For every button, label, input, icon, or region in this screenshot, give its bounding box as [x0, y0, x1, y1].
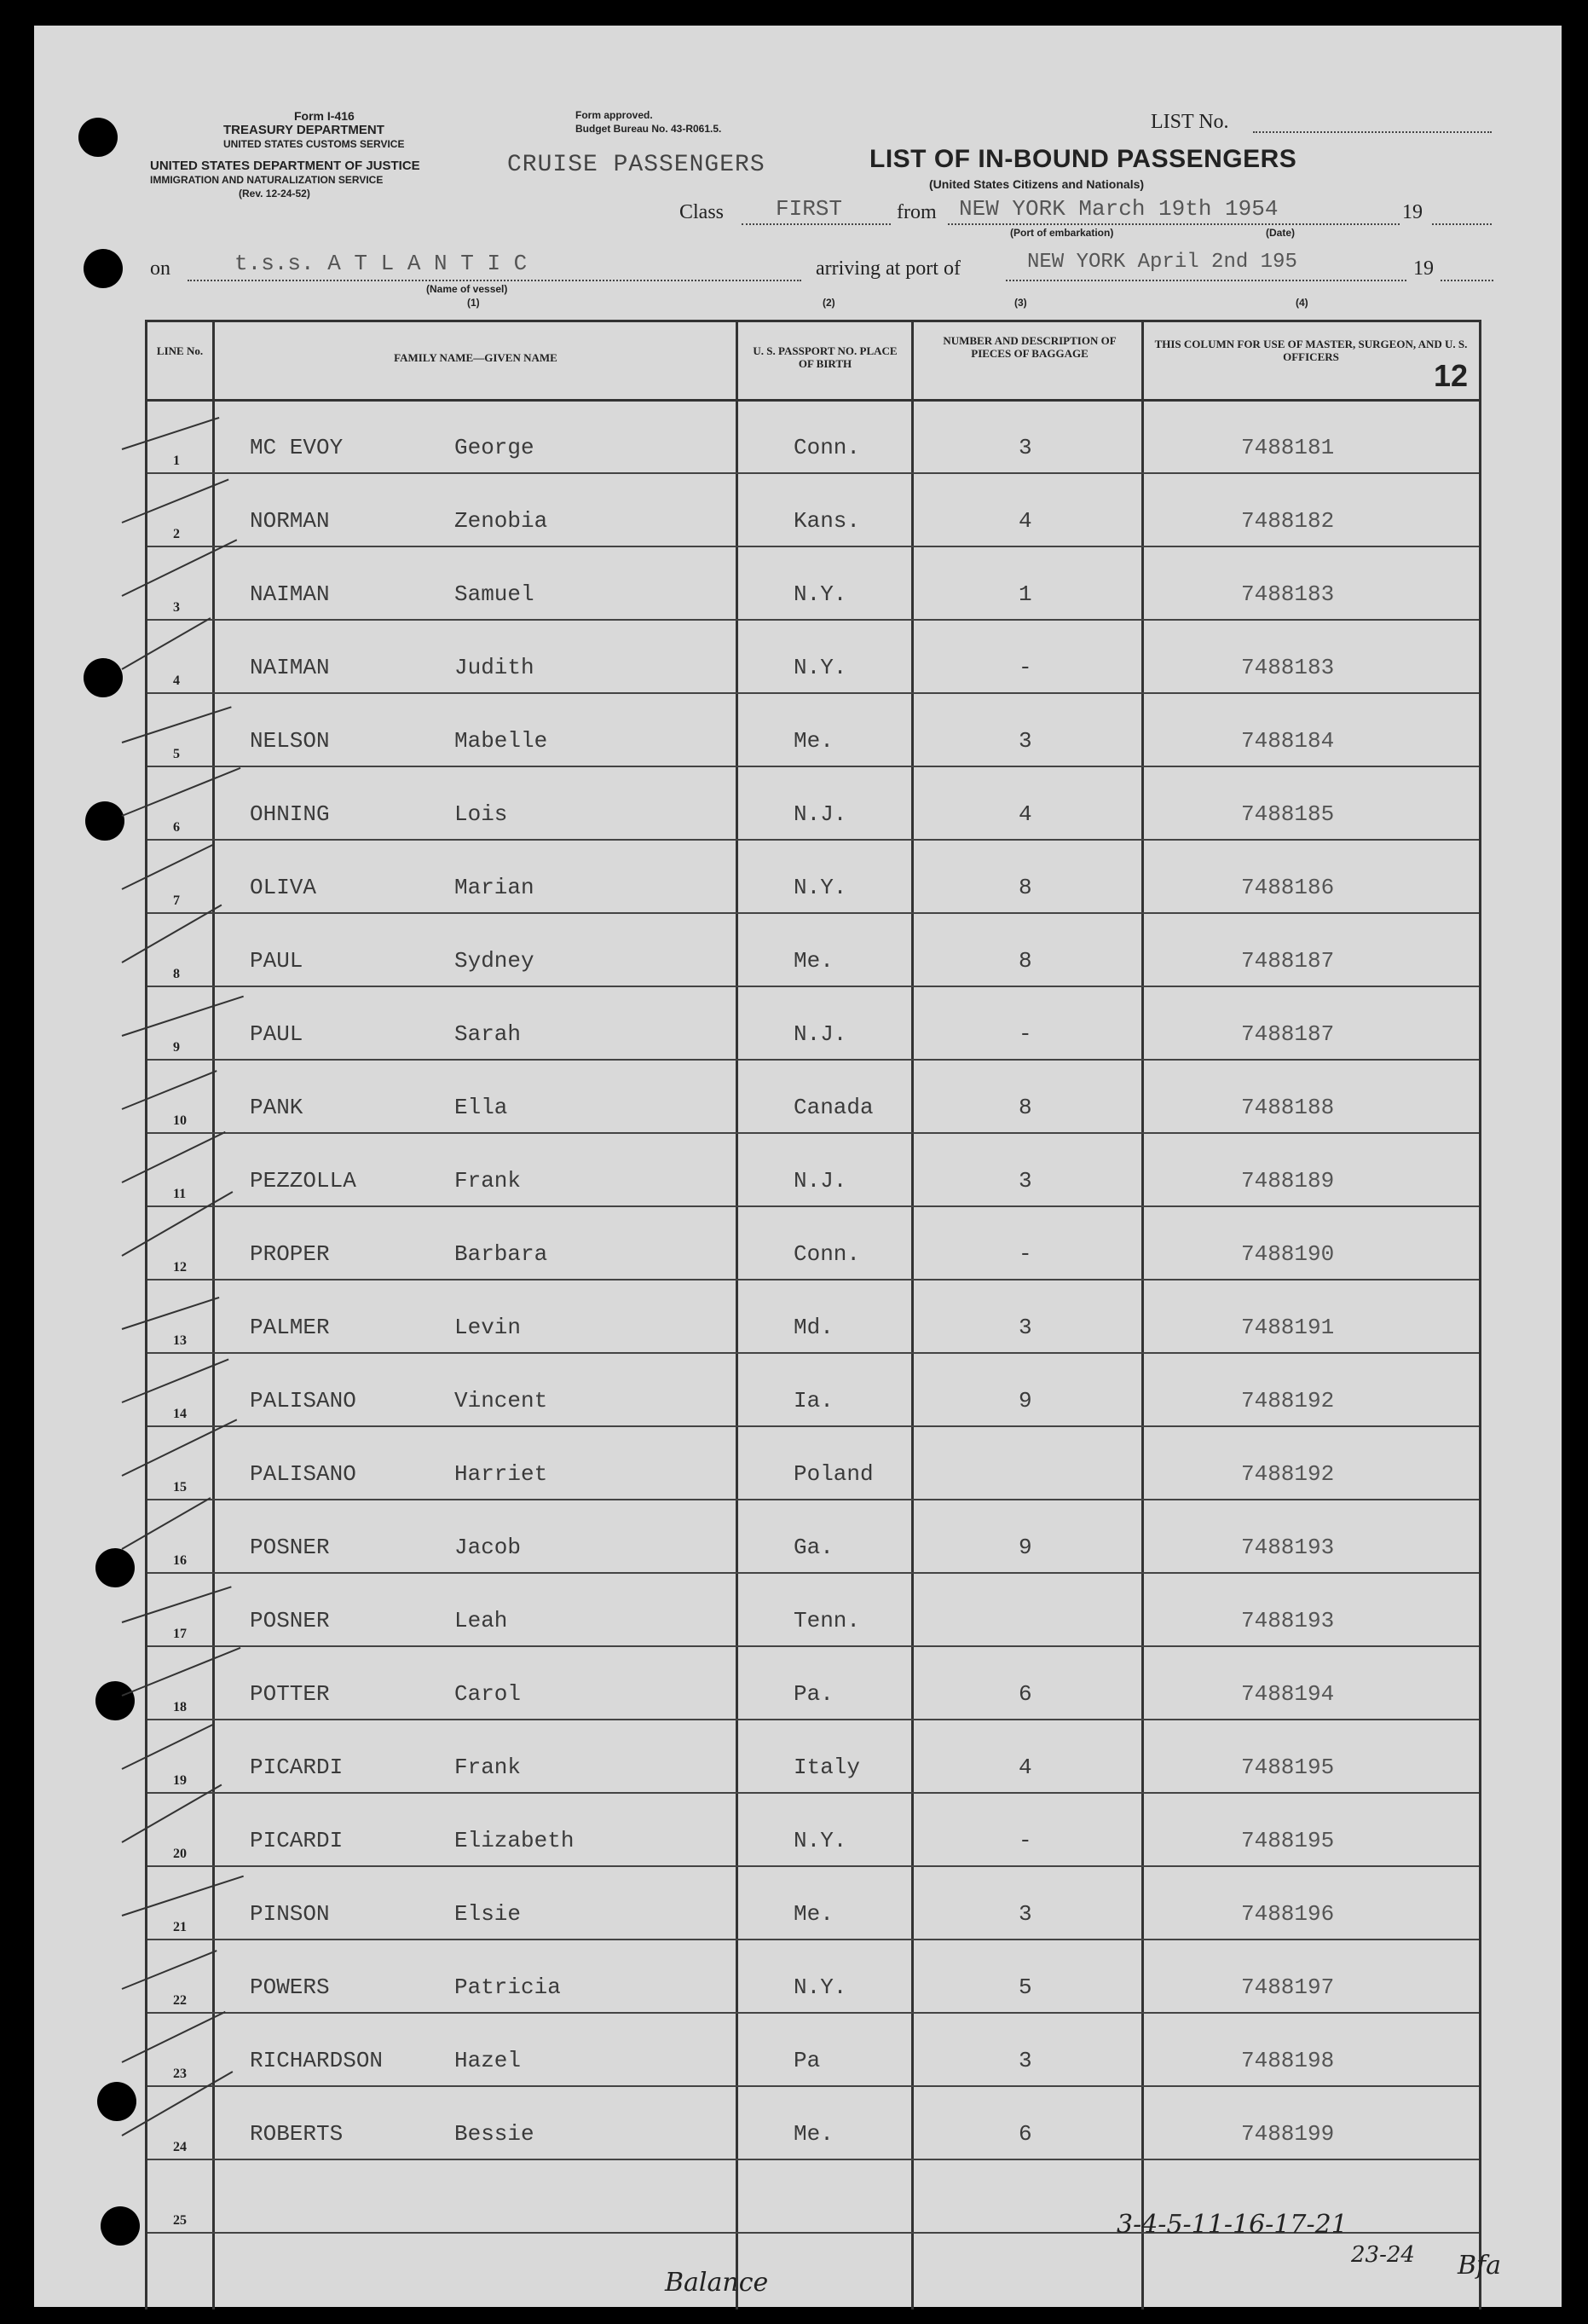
table-row	[147, 1205, 1479, 1281]
family-name: ROBERTS	[250, 2121, 344, 2147]
family-name: NORMAN	[250, 508, 330, 534]
given-name: Sarah	[454, 1021, 522, 1047]
from-label: from	[897, 201, 937, 223]
table-row	[147, 546, 1479, 621]
officer-number: 7488185	[1241, 801, 1335, 827]
line-number: 21	[173, 1920, 187, 1934]
check-mark	[122, 617, 211, 670]
form-title: LIST OF IN-BOUND PASSENGERS	[869, 145, 1297, 173]
family-name: NELSON	[250, 728, 330, 754]
customs-label: UNITED STATES CUSTOMS SERVICE	[223, 138, 405, 150]
officer-number: 7488195	[1241, 1755, 1335, 1780]
check-mark	[122, 767, 241, 817]
table-row	[147, 472, 1479, 547]
given-name: Patricia	[454, 1974, 561, 2000]
year-line-2	[1441, 280, 1493, 281]
table-row	[147, 1792, 1479, 1867]
check-mark	[122, 1070, 217, 1110]
officer-number: 7488182	[1241, 508, 1335, 534]
table-row	[147, 1425, 1479, 1500]
place-of-birth: Kans.	[794, 508, 861, 534]
cruise-stamp: CRUISE PASSENGERS	[507, 152, 765, 178]
family-name: PALISANO	[250, 1388, 356, 1413]
table-row	[147, 619, 1479, 694]
given-name: Ella	[454, 1095, 508, 1120]
punch-hole	[85, 801, 124, 841]
year-line	[1432, 223, 1492, 225]
budget-label: Budget Bureau No. 43-R061.5.	[575, 123, 722, 135]
given-name: Jacob	[454, 1535, 522, 1560]
line-number: 23	[173, 2067, 187, 2081]
handwritten-signature: Balance	[665, 2268, 769, 2298]
table-row	[147, 692, 1479, 767]
check-mark	[122, 539, 238, 597]
table-row	[147, 1499, 1479, 1574]
place-of-birth: N.Y.	[794, 581, 847, 607]
check-mark	[122, 1876, 244, 1916]
check-mark	[122, 1586, 232, 1623]
col-header-baggage: NUMBER AND DESCRIPTION OF PIECES OF BAGGAGE	[943, 334, 1117, 360]
baggage-count: 4	[1019, 508, 1032, 534]
vessel-value: t.s.s. A T L A N T I C	[234, 251, 528, 276]
check-mark	[122, 843, 215, 889]
family-name: OLIVA	[250, 875, 317, 900]
officer-number: 7488186	[1241, 875, 1335, 900]
family-name: POSNER	[250, 1535, 330, 1560]
officer-number: 7488187	[1241, 948, 1335, 974]
check-mark	[122, 1723, 215, 1769]
check-mark	[122, 1784, 222, 1843]
baggage-count: 9	[1019, 1388, 1032, 1413]
check-mark	[122, 996, 244, 1037]
table-row	[147, 1645, 1479, 1720]
class-line	[742, 223, 891, 225]
officer-number: 7488190	[1241, 1241, 1335, 1267]
officer-number: 7488193	[1241, 1535, 1335, 1560]
table-row	[147, 766, 1479, 841]
given-name: Harriet	[454, 1461, 548, 1487]
line-number: 18	[173, 1700, 187, 1714]
handwritten-tally-2: 23-24	[1351, 2242, 1415, 2268]
given-name: Lois	[454, 801, 508, 827]
officer-number: 7488183	[1241, 655, 1335, 680]
given-name: Judith	[454, 655, 534, 680]
given-name: Frank	[454, 1755, 522, 1780]
baggage-count: 8	[1019, 875, 1032, 900]
place-of-birth: Md.	[794, 1315, 834, 1340]
baggage-count: 5	[1019, 1974, 1032, 2000]
line-number: 7	[173, 893, 180, 908]
class-value: FIRST	[776, 196, 843, 222]
officer-number: 7488187	[1241, 1021, 1335, 1047]
officer-number: 7488195	[1241, 1828, 1335, 1853]
family-name: RICHARDSON	[250, 2048, 384, 2073]
place-of-birth: Me.	[794, 728, 834, 754]
given-name: Levin	[454, 1315, 522, 1340]
place-of-birth: Pa	[794, 2048, 821, 2073]
table-row	[147, 2012, 1479, 2087]
check-mark	[122, 2011, 226, 2063]
table-row	[147, 1719, 1479, 1794]
treasury-label: TREASURY DEPARTMENT	[223, 123, 384, 137]
col-header-line: LINE No.	[156, 344, 204, 357]
baggage-count: 8	[1019, 948, 1032, 974]
given-name: Sydney	[454, 948, 534, 974]
place-of-birth: Poland	[794, 1461, 874, 1487]
given-name: Marian	[454, 875, 534, 900]
punch-hole	[78, 118, 118, 157]
family-name: PICARDI	[250, 1755, 344, 1780]
approved-label: Form approved.	[575, 109, 653, 121]
line-number: 9	[173, 1040, 180, 1055]
port-embarkation-label: (Port of embarkation)	[1010, 227, 1114, 239]
officer-number: 7488189	[1241, 1168, 1335, 1194]
list-no-label: LIST No.	[1151, 111, 1229, 133]
family-name: PAUL	[250, 1021, 303, 1047]
check-mark	[122, 1131, 226, 1183]
place-of-birth: Me.	[794, 2121, 834, 2147]
line-number: 6	[173, 820, 180, 835]
from-value: NEW YORK March 19th 1954	[959, 196, 1279, 222]
handwritten-initials: Bfa	[1458, 2251, 1502, 2281]
line-number: 1	[173, 454, 180, 468]
given-name: Mabelle	[454, 728, 548, 754]
officer-number: 7488197	[1241, 1974, 1335, 2000]
line-number: 5	[173, 747, 180, 761]
officer-number: 7488199	[1241, 2121, 1335, 2147]
year-suffix: 19	[1402, 201, 1423, 223]
check-mark	[122, 1647, 241, 1697]
list-no-line	[1253, 131, 1492, 133]
given-name: Elizabeth	[454, 1828, 575, 1853]
place-of-birth: Conn.	[794, 435, 861, 460]
line-number: 15	[173, 1480, 187, 1494]
table-row	[147, 2085, 1479, 2160]
place-of-birth: N.Y.	[794, 1828, 847, 1853]
punch-hole	[95, 1548, 135, 1587]
check-mark	[122, 1297, 220, 1330]
col-header-passport: U. S. PASSPORT NO. PLACE OF BIRTH	[753, 344, 898, 370]
check-mark	[122, 417, 220, 450]
officer-number: 7488198	[1241, 2048, 1335, 2073]
baggage-count: -	[1019, 1021, 1032, 1047]
family-name: POSNER	[250, 1608, 330, 1633]
arriving-value: NEW YORK April 2nd 195	[1027, 251, 1297, 274]
line-number: 10	[173, 1113, 187, 1128]
check-mark	[122, 1497, 211, 1550]
baggage-count: 3	[1019, 1168, 1032, 1194]
family-name: PINSON	[250, 1901, 330, 1927]
table-row	[147, 986, 1479, 1061]
table-row	[147, 1865, 1479, 1940]
line-number: 17	[173, 1627, 187, 1641]
family-name: MC EVOY	[250, 435, 344, 460]
check-mark	[122, 1419, 238, 1477]
family-name: PANK	[250, 1095, 303, 1120]
col-header-name: FAMILY NAME—GIVEN NAME	[394, 351, 557, 364]
officer-number: 7488196	[1241, 1901, 1335, 1927]
given-name: Hazel	[454, 2048, 522, 2073]
revision-label: (Rev. 12-24-52)	[239, 188, 310, 199]
table-row	[147, 1939, 1479, 2014]
family-name: PAUL	[250, 948, 303, 974]
family-name: NAIMAN	[250, 581, 330, 607]
line-number: 2	[173, 527, 180, 541]
punch-hole	[97, 2082, 136, 2121]
arriving-label: arriving at port of	[816, 257, 961, 280]
table-row	[147, 399, 1479, 474]
col4-label: (4)	[1296, 297, 1308, 309]
baggage-count: 9	[1019, 1535, 1032, 1560]
line-number: 11	[173, 1187, 187, 1201]
line-number: 12	[173, 1260, 187, 1275]
table-row	[147, 1572, 1479, 1647]
col-header-officers: THIS COLUMN FOR USE OF MASTER, SURGEON, AND U. S. OFFICERS	[1154, 338, 1468, 363]
baggage-count: 6	[1019, 1681, 1032, 1707]
place-of-birth: Conn.	[794, 1241, 861, 1267]
col3-label: (3)	[1014, 297, 1027, 309]
vessel-label: (Name of vessel)	[426, 283, 508, 295]
officer-number: 7488193	[1241, 1608, 1335, 1633]
given-name: Leah	[454, 1608, 508, 1633]
arriving-line	[1006, 280, 1406, 281]
place-of-birth: Tenn.	[794, 1608, 861, 1633]
table-row	[147, 839, 1479, 914]
punch-hole	[95, 1681, 135, 1720]
table-header	[147, 322, 1479, 402]
family-name: PROPER	[250, 1241, 330, 1267]
baggage-count: 3	[1019, 1901, 1032, 1927]
check-mark	[122, 1359, 229, 1403]
officer-number: 7488181	[1241, 435, 1335, 460]
check-mark	[122, 706, 232, 743]
place-of-birth: Italy	[794, 1755, 861, 1780]
place-of-birth: Me.	[794, 1901, 834, 1927]
family-name: PEZZOLLA	[250, 1168, 356, 1194]
given-name: George	[454, 435, 534, 460]
line-number: 19	[173, 1773, 187, 1788]
given-name: Vincent	[454, 1388, 548, 1413]
officer-number: 7488184	[1241, 728, 1335, 754]
table-row	[147, 1352, 1479, 1427]
line-number: 16	[173, 1553, 187, 1568]
baggage-count: -	[1019, 655, 1032, 680]
form-subtitle: (United States Citizens and Nationals)	[929, 177, 1145, 191]
baggage-count: 4	[1019, 1755, 1032, 1780]
family-name: PICARDI	[250, 1828, 344, 1853]
col2-label: (2)	[823, 297, 835, 309]
given-name: Carol	[454, 1681, 522, 1707]
officer-number: 7488194	[1241, 1681, 1335, 1707]
baggage-count: -	[1019, 1828, 1032, 1853]
given-name: Elsie	[454, 1901, 522, 1927]
punch-hole	[101, 2206, 140, 2246]
family-name: POWERS	[250, 1974, 330, 2000]
given-name: Barbara	[454, 1241, 548, 1267]
given-name: Frank	[454, 1168, 522, 1194]
page-number: 12	[1434, 358, 1469, 393]
table-row	[147, 1059, 1479, 1134]
place-of-birth: N.J.	[794, 801, 847, 827]
line-number: 13	[173, 1333, 187, 1348]
immigration-label: IMMIGRATION AND NATURALIZATION SERVICE	[150, 174, 384, 186]
document-page	[34, 26, 1562, 2307]
place-of-birth: N.J.	[794, 1168, 847, 1194]
class-label: Class	[679, 201, 725, 223]
officer-number: 7488192	[1241, 1461, 1335, 1487]
given-name: Zenobia	[454, 508, 548, 534]
baggage-count: 3	[1019, 2048, 1032, 2073]
line-number: 22	[173, 1993, 187, 2008]
baggage-count: 1	[1019, 581, 1032, 607]
line-number: 24	[173, 2140, 187, 2154]
place-of-birth: Me.	[794, 948, 834, 974]
officer-number: 7488188	[1241, 1095, 1335, 1120]
line-number: 8	[173, 967, 180, 981]
col1-label: (1)	[467, 297, 480, 309]
baggage-count: 3	[1019, 435, 1032, 460]
line-number: 20	[173, 1847, 187, 1861]
passenger-table	[145, 320, 1481, 2310]
place-of-birth: Ia.	[794, 1388, 834, 1413]
punch-hole	[84, 249, 123, 288]
from-line	[948, 223, 1400, 225]
vessel-line	[188, 280, 801, 281]
place-of-birth: Ga.	[794, 1535, 834, 1560]
officer-number: 7488183	[1241, 581, 1335, 607]
place-of-birth: Pa.	[794, 1681, 834, 1707]
officer-number: 7488191	[1241, 1315, 1335, 1340]
family-name: PALISANO	[250, 1461, 356, 1487]
check-mark	[122, 1950, 217, 1990]
given-name: Bessie	[454, 2121, 534, 2147]
year-suffix-2: 19	[1413, 257, 1434, 280]
table-row	[147, 1132, 1479, 1207]
check-mark	[122, 479, 229, 523]
place-of-birth: N.Y.	[794, 655, 847, 680]
family-name: POTTER	[250, 1681, 330, 1707]
place-of-birth: Canada	[794, 1095, 874, 1120]
given-name: Samuel	[454, 581, 534, 607]
table-row	[147, 1279, 1479, 1354]
line-number: 14	[173, 1407, 187, 1421]
place-of-birth: N.J.	[794, 1021, 847, 1047]
baggage-count: 8	[1019, 1095, 1032, 1120]
check-mark	[122, 905, 222, 963]
line-number: 3	[173, 600, 180, 615]
line-number: 25	[173, 2213, 187, 2228]
baggage-count: 3	[1019, 1315, 1032, 1340]
officer-number: 7488192	[1241, 1388, 1335, 1413]
date-label: (Date)	[1266, 227, 1296, 239]
baggage-count: 6	[1019, 2121, 1032, 2147]
place-of-birth: N.Y.	[794, 875, 847, 900]
punch-hole	[84, 658, 123, 697]
baggage-count: -	[1019, 1241, 1032, 1267]
family-name: PALMER	[250, 1315, 330, 1340]
baggage-count: 4	[1019, 801, 1032, 827]
on-label: on	[150, 257, 170, 280]
baggage-count: 3	[1019, 728, 1032, 754]
form-number: Form I-416	[294, 109, 355, 123]
table-row	[147, 912, 1479, 987]
line-number: 4	[173, 673, 180, 688]
place-of-birth: N.Y.	[794, 1974, 847, 2000]
justice-label: UNITED STATES DEPARTMENT OF JUSTICE	[150, 159, 420, 173]
family-name: NAIMAN	[250, 655, 330, 680]
handwritten-tally: 3-4-5-11-16-17-21	[1117, 2210, 1348, 2240]
family-name: OHNING	[250, 801, 330, 827]
